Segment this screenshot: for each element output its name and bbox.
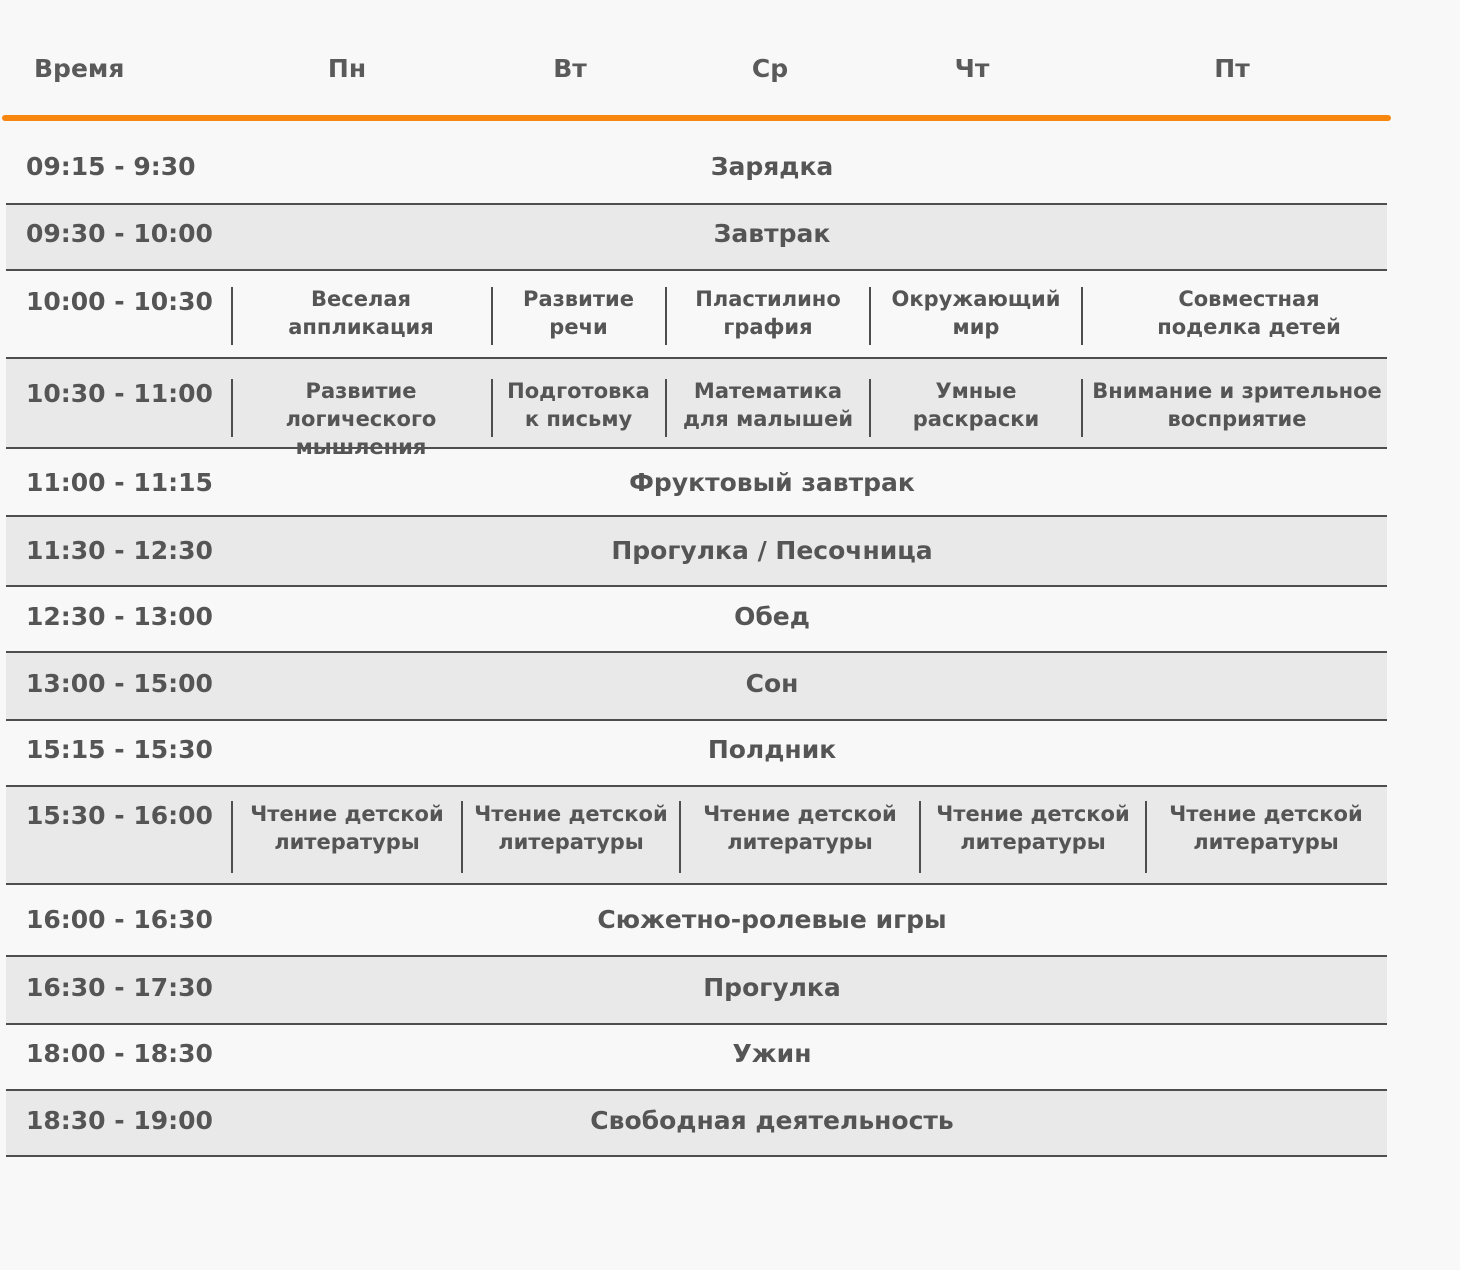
activity-cell-line: Развитие	[305, 379, 417, 403]
activity-cell-wednesday	[666, 377, 870, 433]
header-monday: Пн	[327, 54, 367, 83]
row-time: 18:00 - 18:30	[26, 1039, 213, 1068]
activity-cell-line: Умные	[935, 379, 1017, 403]
row-time: 12:30 - 13:00	[26, 602, 213, 631]
header-wednesday: Ср	[751, 54, 789, 83]
activity-cell-line: Чтение детской	[250, 802, 444, 826]
row-activity: Полдник	[707, 735, 837, 764]
row-time: 11:30 - 12:30	[26, 536, 213, 565]
activity-cell-thursday	[870, 285, 1082, 341]
activity-cell-line: Математика	[693, 379, 843, 403]
row-activity: Фруктовый завтрак	[629, 468, 915, 497]
table-row	[6, 271, 1387, 359]
activity-cell-line: Веселая	[311, 287, 411, 311]
row-activity: Свободная деятельность	[590, 1106, 954, 1135]
table-row	[6, 205, 1387, 271]
activity-cell-wednesday	[666, 285, 870, 341]
activity-cell-thursday	[870, 377, 1082, 433]
activity-cell-tuesday	[492, 377, 665, 433]
activity-cell-line: Совместная	[1178, 287, 1320, 311]
activity-cell-wednesday	[680, 800, 920, 856]
activity-cell-line: Внимание и зрительное	[1092, 379, 1382, 403]
row-activity: Обед	[734, 602, 810, 631]
activity-cell-tuesday	[462, 800, 680, 856]
activity-cell-line: для малышей	[682, 407, 854, 431]
row-activity: Прогулка / Песочница	[611, 536, 933, 565]
table-row	[6, 1025, 1387, 1091]
schedule-table	[6, 0, 1387, 1135]
activity-cell-line: Чтение детской	[936, 802, 1130, 826]
activity-cell-line: речи	[549, 315, 608, 339]
activity-cell-line: логического мышления	[285, 407, 437, 459]
header-time: Время	[34, 54, 125, 83]
row-time: 13:00 - 15:00	[26, 669, 213, 698]
header-tuesday: Вт	[553, 54, 587, 83]
activity-cell-line: аппликация	[288, 315, 434, 339]
row-time: 18:30 - 19:00	[26, 1106, 213, 1135]
activity-cell-line: мир	[952, 315, 1000, 339]
table-body	[6, 121, 1387, 1157]
table-row	[6, 1091, 1387, 1157]
activity-cell-friday	[1082, 285, 1416, 341]
activity-cell-line: Пластилино	[695, 287, 841, 311]
activity-cell-thursday	[920, 800, 1146, 856]
table-header	[6, 0, 1387, 117]
activity-cell-line: к письму	[524, 407, 633, 431]
row-activity: Сюжетно-ролевые игры	[597, 905, 947, 934]
row-time: 11:00 - 11:15	[26, 468, 213, 497]
header-friday: Пт	[1214, 54, 1250, 83]
activity-cell-line: Чтение детской	[1169, 802, 1363, 826]
activity-cell-line: поделка детей	[1157, 315, 1341, 339]
table-row	[6, 787, 1387, 885]
activity-cell-line: литературы	[1193, 830, 1339, 854]
table-row	[6, 121, 1387, 205]
row-time: 09:15 - 9:30	[26, 152, 196, 181]
row-time: 15:15 - 15:30	[26, 735, 213, 764]
activity-cell-line: графия	[723, 315, 813, 339]
table-row	[6, 957, 1387, 1025]
table-row	[6, 517, 1387, 587]
table-row	[6, 359, 1387, 459]
row-activity: Завтрак	[713, 219, 831, 248]
activity-cell-line: Развитие	[523, 287, 634, 311]
table-row	[6, 653, 1387, 721]
row-time: 09:30 - 10:00	[26, 219, 213, 248]
row-activity: Зарядка	[710, 152, 834, 181]
activity-cell-line: Подготовка	[507, 379, 650, 403]
table-row	[6, 721, 1387, 787]
row-time: 10:00 - 10:30	[26, 287, 213, 316]
activity-cell-line: Чтение детской	[703, 802, 897, 826]
activity-cell-friday	[1082, 377, 1392, 433]
table-row	[6, 885, 1387, 957]
activity-cell-line: Окружающий	[891, 287, 1061, 311]
activity-cell-monday	[232, 285, 490, 341]
activity-cell-line: восприятие	[1167, 407, 1307, 431]
activity-cell-line: Чтение детской	[474, 802, 668, 826]
header-thursday: Чт	[954, 54, 990, 83]
activity-cell-line: литературы	[498, 830, 644, 854]
activity-cell-line: литературы	[727, 830, 873, 854]
table-row	[6, 587, 1387, 653]
row-activity: Ужин	[732, 1039, 812, 1068]
table-row	[6, 449, 1387, 517]
row-activity: Сон	[745, 669, 799, 698]
row-time: 16:00 - 16:30	[26, 905, 213, 934]
activity-cell-tuesday	[492, 285, 665, 341]
activity-cell-line: литературы	[274, 830, 420, 854]
row-time: 10:30 - 11:00	[26, 379, 213, 408]
activity-cell-friday	[1146, 800, 1386, 856]
row-time: 15:30 - 16:00	[26, 801, 213, 830]
activity-cell-line: литературы	[960, 830, 1106, 854]
row-time: 16:30 - 17:30	[26, 973, 213, 1002]
activity-cell-monday	[232, 800, 462, 856]
row-activity: Прогулка	[703, 973, 841, 1002]
activity-cell-line: раскраски	[912, 407, 1040, 431]
